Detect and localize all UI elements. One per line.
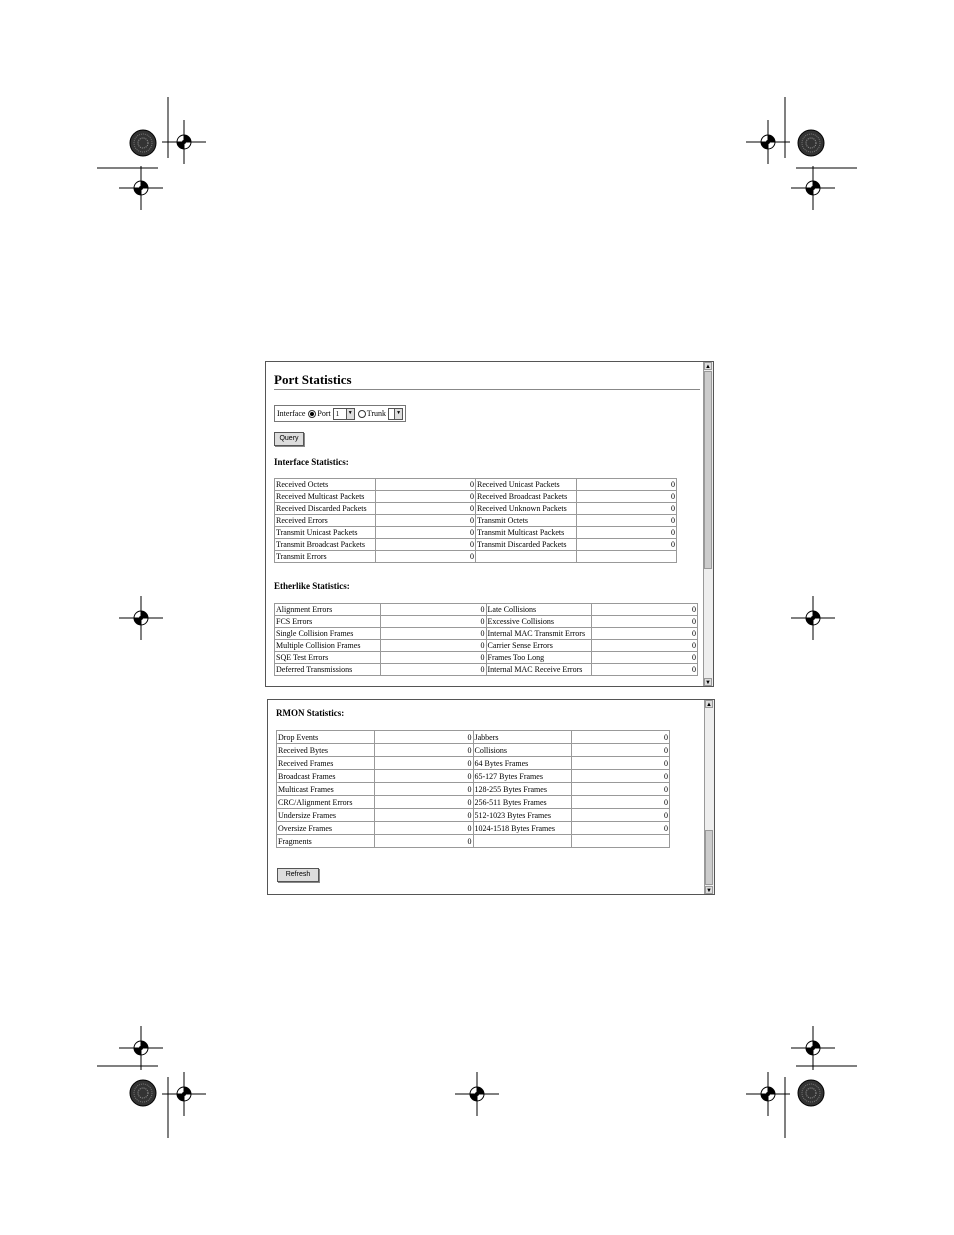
scroll-down-icon[interactable]: ▼: [705, 680, 711, 686]
stat-value: 0: [375, 503, 476, 515]
stat-value: 0: [380, 652, 486, 664]
table-row: [275, 640, 698, 652]
stat-value: 0: [380, 664, 486, 676]
rmon-statistics-heading: RMON Statistics:: [276, 708, 345, 718]
stat-value: 0: [576, 491, 677, 503]
stat-label: Fragments: [277, 835, 375, 848]
trunk-select-value: [389, 410, 393, 418]
stat-value: 0: [375, 539, 476, 551]
stat-value: 0: [375, 515, 476, 527]
scroll-up-icon[interactable]: ▲: [706, 702, 712, 708]
stat-label: Received Unknown Packets: [476, 503, 577, 515]
scroll-up-icon[interactable]: ▲: [705, 364, 711, 370]
stat-value: 0: [375, 783, 473, 796]
vertical-scrollbar[interactable]: [704, 700, 714, 894]
port-label: Port: [317, 409, 331, 418]
stat-value: 0: [375, 491, 476, 503]
stat-label: CRC/Alignment Errors: [277, 796, 375, 809]
stat-value: 0: [571, 783, 669, 796]
stat-label: Received Frames: [277, 757, 375, 770]
stat-label: Internal MAC Transmit Errors: [486, 628, 592, 640]
table-row: [277, 731, 670, 744]
stat-label: 512-1023 Bytes Frames: [473, 809, 571, 822]
stat-value: 0: [571, 796, 669, 809]
stat-value: 0: [571, 731, 669, 744]
table-row: [277, 744, 670, 757]
stat-label: FCS Errors: [275, 616, 381, 628]
chevron-down-icon[interactable]: ▼: [346, 409, 354, 419]
stat-label: Received Octets: [275, 479, 376, 491]
stat-value: 0: [375, 822, 473, 835]
stat-label: Received Errors: [275, 515, 376, 527]
stat-label: Late Collisions: [486, 604, 592, 616]
interface-statistics-table: [274, 478, 677, 563]
stat-value: [576, 551, 677, 563]
stat-value: 0: [380, 604, 486, 616]
table-row: [277, 757, 670, 770]
stat-label: 256-511 Bytes Frames: [473, 796, 571, 809]
page-title: Port Statistics: [274, 372, 352, 387]
stat-value: 0: [380, 616, 486, 628]
table-row: [275, 503, 677, 515]
table-row: [275, 479, 677, 491]
stat-label: Transmit Octets: [476, 515, 577, 527]
scroll-down-icon[interactable]: ▼: [706, 888, 712, 894]
stat-value: 0: [576, 515, 677, 527]
table-row: [277, 809, 670, 822]
stat-label: Multiple Collision Frames: [275, 640, 381, 652]
stat-label: Broadcast Frames: [277, 770, 375, 783]
port-radio[interactable]: [308, 410, 316, 418]
stat-value: 0: [592, 616, 698, 628]
stat-value: 0: [576, 503, 677, 515]
stat-value: 0: [375, 809, 473, 822]
trunk-select[interactable]: [388, 408, 403, 420]
stat-value: 0: [592, 628, 698, 640]
table-row: [275, 527, 677, 539]
port-select-value: 1: [335, 409, 340, 418]
stat-label: Jabbers: [473, 731, 571, 744]
stat-label: Received Bytes: [277, 744, 375, 757]
refresh-button[interactable]: Refresh: [277, 868, 319, 882]
rmon-statistics-window: [267, 699, 715, 895]
stat-label: Frames Too Long: [486, 652, 592, 664]
stat-value: 0: [375, 835, 473, 848]
stat-value: 0: [375, 770, 473, 783]
stat-value: 0: [375, 757, 473, 770]
table-row: [275, 628, 698, 640]
stat-value: 0: [576, 539, 677, 551]
table-row: [277, 822, 670, 835]
port-select[interactable]: [333, 408, 355, 420]
table-row: [277, 835, 670, 848]
stat-label: Transmit Broadcast Packets: [275, 539, 376, 551]
title-divider: [274, 389, 700, 390]
query-button[interactable]: Query: [274, 432, 304, 446]
stat-value: 0: [375, 796, 473, 809]
table-row: [275, 515, 677, 527]
stat-value: 0: [576, 527, 677, 539]
table-row: [275, 551, 677, 563]
vertical-scrollbar[interactable]: [703, 362, 713, 686]
stat-label: Drop Events: [277, 731, 375, 744]
table-row: [275, 604, 698, 616]
stat-label: SQE Test Errors: [275, 652, 381, 664]
interface-label: Interface: [277, 409, 306, 418]
table-row: [275, 652, 698, 664]
stat-value: 0: [576, 479, 677, 491]
stat-value: 0: [571, 822, 669, 835]
interface-statistics-heading: Interface Statistics:: [274, 457, 349, 467]
stat-value: 0: [571, 744, 669, 757]
trunk-label: Trunk: [366, 409, 387, 418]
stat-label: Received Discarded Packets: [275, 503, 376, 515]
stat-label: Alignment Errors: [275, 604, 381, 616]
scrollbar-thumb[interactable]: [704, 371, 712, 569]
table-row: [277, 783, 670, 796]
table-row: [275, 491, 677, 503]
stat-label: [476, 551, 577, 563]
etherlike-statistics-table: [274, 603, 698, 676]
stat-value: 0: [592, 640, 698, 652]
table-row: [275, 539, 677, 551]
stat-label: 1024-1518 Bytes Frames: [473, 822, 571, 835]
stat-value: 0: [571, 809, 669, 822]
stat-label: Transmit Unicast Packets: [275, 527, 376, 539]
trunk-radio[interactable]: [358, 410, 366, 418]
chevron-down-icon[interactable]: ▼: [394, 409, 402, 419]
interface-selector: [274, 405, 406, 422]
stat-value: 0: [592, 652, 698, 664]
table-row: [275, 616, 698, 628]
stat-label: Received Broadcast Packets: [476, 491, 577, 503]
stat-label: 65-127 Bytes Frames: [473, 770, 571, 783]
stat-label: Excessive Collisions: [486, 616, 592, 628]
stat-label: Deferred Transmissions: [275, 664, 381, 676]
stat-label: Oversize Frames: [277, 822, 375, 835]
stat-value: 0: [375, 527, 476, 539]
stat-label: Carrier Sense Errors: [486, 640, 592, 652]
stat-value: 0: [592, 664, 698, 676]
stat-value: 0: [380, 640, 486, 652]
stat-label: Transmit Errors: [275, 551, 376, 563]
stat-value: 0: [571, 757, 669, 770]
stat-value: 0: [375, 731, 473, 744]
stat-label: Multicast Frames: [277, 783, 375, 796]
stat-value: 0: [571, 770, 669, 783]
stat-value: 0: [380, 628, 486, 640]
stat-value: [571, 835, 669, 848]
stat-label: Undersize Frames: [277, 809, 375, 822]
table-row: [275, 664, 698, 676]
stat-value: 0: [375, 744, 473, 757]
stat-label: 64 Bytes Frames: [473, 757, 571, 770]
stat-label: Transmit Multicast Packets: [476, 527, 577, 539]
rmon-statistics-table: [276, 730, 670, 848]
table-row: [277, 770, 670, 783]
stat-label: Collisions: [473, 744, 571, 757]
stat-label: 128-255 Bytes Frames: [473, 783, 571, 796]
stat-value: 0: [592, 604, 698, 616]
stat-label: Transmit Discarded Packets: [476, 539, 577, 551]
port-statistics-window: [265, 361, 714, 687]
stat-value: 0: [375, 551, 476, 563]
stat-label: Received Multicast Packets: [275, 491, 376, 503]
stat-label: Received Unicast Packets: [476, 479, 577, 491]
scrollbar-thumb[interactable]: [705, 830, 713, 885]
stat-value: 0: [375, 479, 476, 491]
etherlike-statistics-heading: Etherlike Statistics:: [274, 581, 350, 591]
stat-label: Internal MAC Receive Errors: [486, 664, 592, 676]
table-row: [277, 796, 670, 809]
stat-label: [473, 835, 571, 848]
stat-label: Single Collision Frames: [275, 628, 381, 640]
